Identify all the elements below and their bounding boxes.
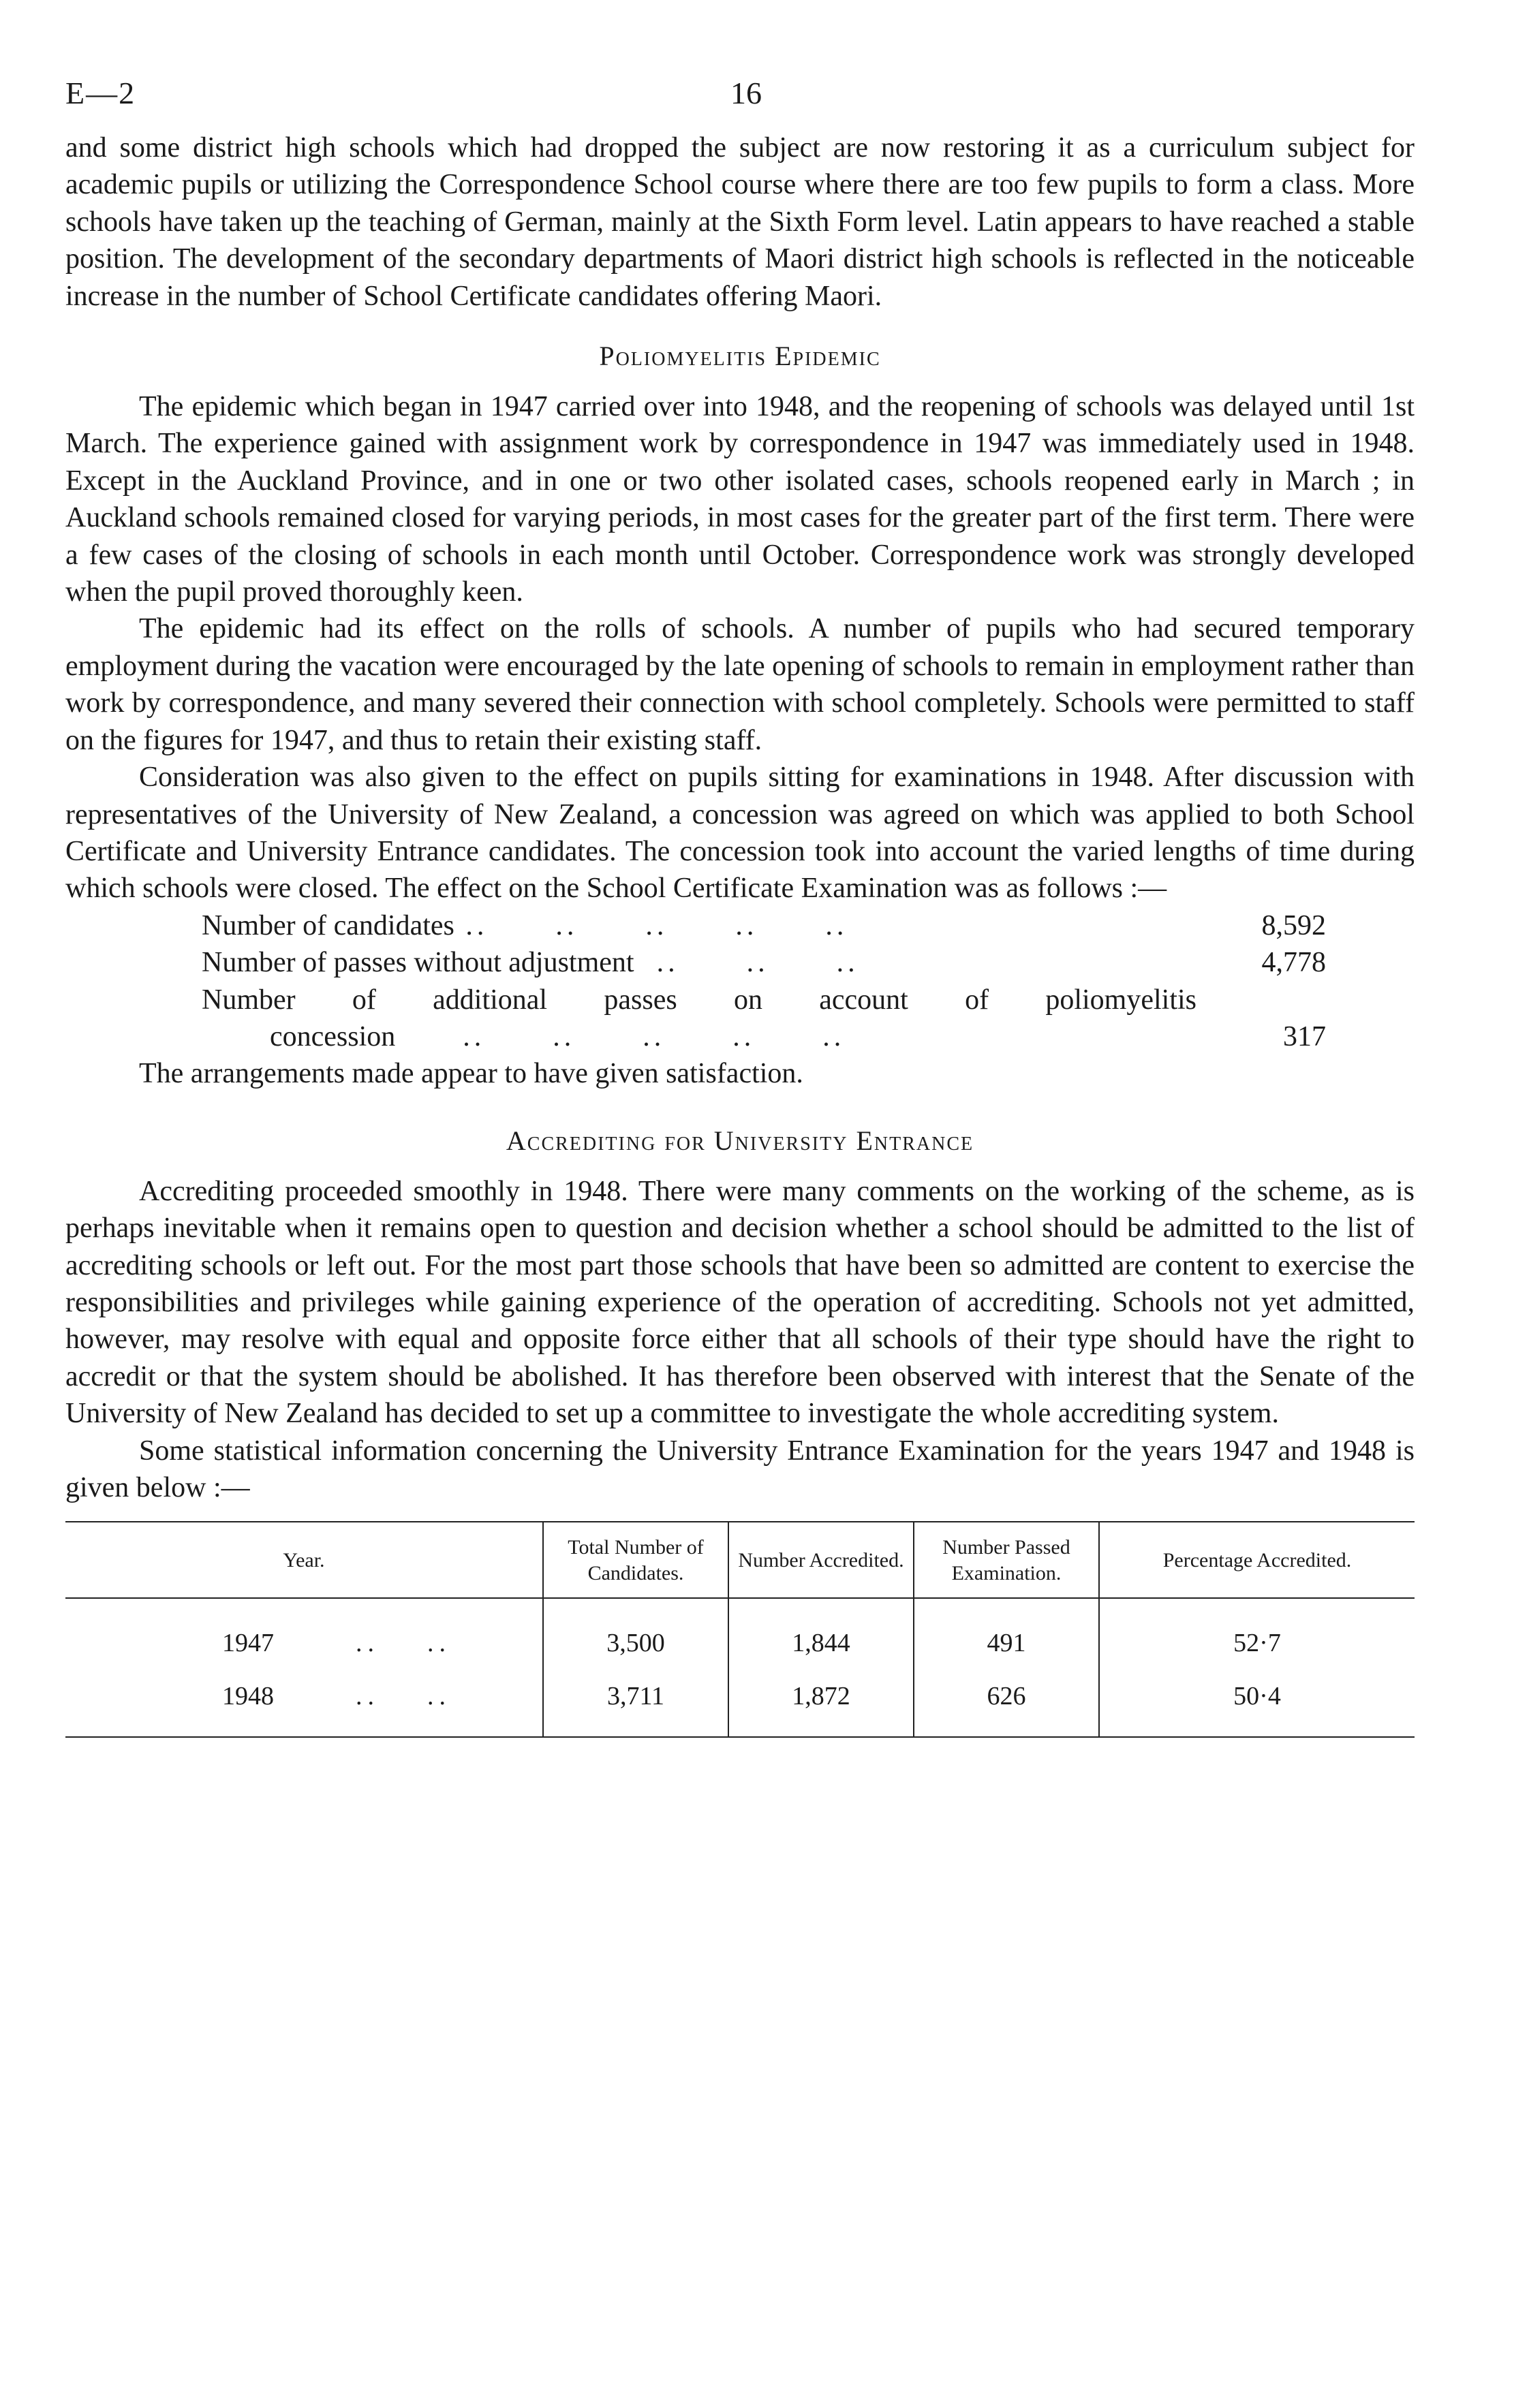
page-number: 16: [730, 76, 762, 110]
university-entrance-table: [65, 1521, 1415, 1738]
polio-paragraph-3: Consideration was also given to the effect on pupils sitting for examinations in 1948. After discussion with representatives of the University of New Zealand, a concession was agreed on which was applied to both School Certificate and University Entrance candidates. The concession took into account the varied lengths of time during which schools were closed. The effect on the School Certificate Examination was as follows :—: [65, 762, 1415, 905]
accrediting-paragraph-1: Accrediting proceeded smoothly in 1948. There were many comments on the working of the scheme, as is perhaps inevitable when it remains open to question and decision whether a school should be admitted to the list of accrediting schools or left out. For the most part those schools that have been so admitted are content to exercise the responsibilities and privileges while gaining experience of the operation of accrediting. Schools not yet admitted, however, may resolve with equal and opposite force either that all schools of their type should have the right to accredit or that the system should be abolished. It has therefore been observed with interest that the Senate of the University of New Zealand has decided to set up a committee to investigate the whole accrediting system.: [65, 1175, 1415, 1430]
accrediting-paragraph-2: Some statistical information concerning the University Entrance Examination for the years 1947 and 1948 is given below :—: [65, 1435, 1415, 1503]
stat-label: Number of passes without adjustment: [202, 947, 634, 979]
stat-label-continued: concession: [270, 1020, 396, 1052]
stat-label: Number of additional passes on account of poliomyelitis: [202, 984, 1196, 1016]
stat-label: Number of candidates: [202, 909, 454, 941]
table-row: [65, 1668, 1415, 1737]
stat-row-concession: [202, 982, 1346, 1056]
header-number-accredited: Number Accredited.: [728, 1522, 914, 1598]
intro-paragraph: and some district high schools which had dropped the subject are now restoring it as a curriculum subject for academic pupils or utilizing the Correspondence School course where there are too few pupils to form a class. More schools have taken up the teaching of German, mainly at the Sixth Form level. Latin appears to have reached a stable position. The development of the secondary departments of Maori district high schools is reflected in the noticeable increase in the number of School Certificate candidates offering Maori.: [65, 132, 1415, 312]
table-row: [65, 1598, 1415, 1668]
polio-paragraph-2: The epidemic had its effect on the rolls of schools. A number of pupils who had secured temporary employment during the vacation were encouraged by the late opening of schools to remain in employment rather than work by correspondence, and many severed their connection with school completely. Schools were permitted to staff on the figures for 1947, and thus to retain their existing staff.: [65, 613, 1415, 756]
header-year: Year.: [65, 1522, 543, 1598]
leader-dots: .. .. ..: [634, 947, 859, 979]
row-accredited: 1,844: [728, 1598, 914, 1668]
polio-heading: Poliomyelitis Epidemic: [599, 341, 881, 372]
polio-closing: The arrangements made appear to have given satisfaction.: [139, 1058, 803, 1090]
stat-value: 8,592: [1261, 909, 1326, 941]
leader-dots: .. ..: [356, 1629, 451, 1658]
stat-row-candidates: [202, 907, 1346, 944]
row-percentage: 50·4: [1099, 1668, 1415, 1737]
row-year: 1947: [222, 1629, 274, 1658]
report-code: E—2: [65, 76, 136, 110]
row-total: 3,500: [543, 1598, 728, 1668]
header-total-candidates: Total Number of Candidates.: [543, 1522, 728, 1598]
row-total: 3,711: [543, 1668, 728, 1737]
stat-value: 317: [1283, 1020, 1326, 1052]
row-year: 1948: [222, 1682, 274, 1711]
exam-effect-list: [202, 907, 1346, 1056]
row-passed: 626: [914, 1668, 1099, 1737]
accrediting-heading: Accrediting for University Entrance: [506, 1125, 974, 1156]
header-number-passed: Number Passed Examination.: [914, 1522, 1099, 1598]
header-percentage-accredited: Percentage Accredited.: [1099, 1522, 1415, 1598]
row-percentage: 52·7: [1099, 1598, 1415, 1668]
table-header-row: [65, 1522, 1415, 1598]
leader-dots: .. .. .. .. ..: [395, 1020, 846, 1052]
row-passed: 491: [914, 1598, 1099, 1668]
leader-dots: .. ..: [356, 1682, 451, 1711]
stat-value: 4,778: [1261, 947, 1326, 979]
page-header: [65, 75, 1415, 129]
leader-dots: .. .. .. .. ..: [454, 909, 848, 941]
polio-paragraph-1: The epidemic which began in 1947 carried over into 1948, and the reopening of schools was delayed until 1st March. The experience gained with assignment work by correspondence in 1947 was immediately used in 1948. Except in the Auckland Province, and in one or two other isolated cases, schools reopened early in March ; in Auckland schools remained closed for varying periods, in most cases for the greater part of the first term. There were a few cases of the closing of schools in each month until October. Correspondence work was strongly developed when the pupil proved thoroughly keen.: [65, 391, 1415, 608]
row-accredited: 1,872: [728, 1668, 914, 1737]
document-page: [65, 75, 1415, 1738]
stat-row-passes: [202, 944, 1346, 981]
